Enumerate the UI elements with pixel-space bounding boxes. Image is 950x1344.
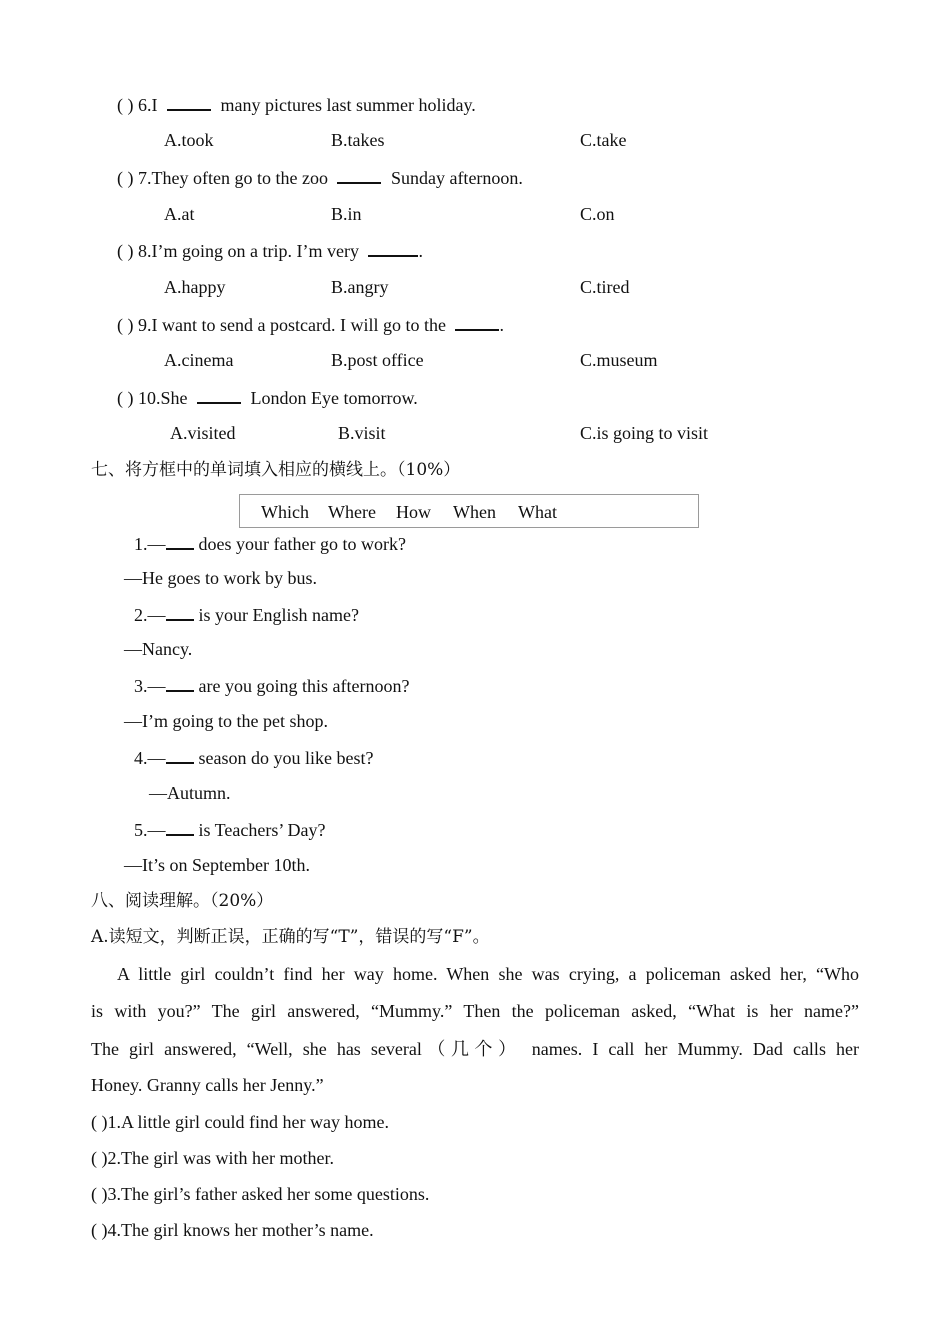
passage-line: Honey. Granny calls her Jenny.”	[91, 1075, 324, 1095]
answer-blank[interactable]	[455, 313, 499, 331]
item-number: 1.—	[134, 534, 166, 554]
option-a[interactable]: A.at	[164, 204, 195, 224]
answer-paren[interactable]: ( )	[117, 241, 134, 261]
question-stem: 8.I’m going on a trip. I’m very	[138, 241, 359, 261]
answer-paren[interactable]: ( )	[117, 388, 134, 408]
question-stem: 6.I	[138, 95, 158, 115]
word-bank-word: Which	[261, 502, 309, 522]
statement-text: 1.A little girl could find her way home.	[107, 1112, 389, 1132]
statement-2	[91, 1147, 334, 1169]
option-b[interactable]: B.angry	[331, 277, 389, 297]
answer-blank[interactable]	[166, 603, 194, 621]
item-number: 2.—	[134, 605, 166, 625]
item-number: 4.—	[134, 748, 166, 768]
option-b[interactable]: B.post office	[331, 350, 424, 370]
answer-blank[interactable]	[167, 93, 211, 111]
statement-4	[91, 1219, 374, 1241]
question-stem: 7.They often go to the zoo	[138, 168, 328, 188]
question-stem: Sunday afternoon.	[390, 168, 523, 188]
option-b[interactable]: B.visit	[338, 423, 386, 443]
passage-line: is with you?” The girl answered, “Mummy.” Then the policeman asked, “What is her name?”	[91, 1001, 859, 1021]
question-stem: .	[418, 241, 423, 261]
section-8-title: 八、阅读理解。（20%）	[91, 891, 274, 911]
answer-paren[interactable]: ( )	[91, 1184, 108, 1204]
question-text: are you going this afternoon?	[198, 676, 410, 696]
passage-line: A little girl couldn’t find her way home. When she was crying, a policeman asked her, “Who	[117, 964, 859, 984]
answer-paren[interactable]: ( )	[91, 1112, 108, 1132]
question-stem: 9.I want to send a postcard. I will go to the	[138, 315, 446, 335]
question-stem: 10.She	[138, 388, 188, 408]
passage-line: The girl answered, “Well, she has several（几个） names. I call her Mummy. Dad calls her	[91, 1039, 859, 1059]
answer-blank[interactable]	[337, 166, 381, 184]
option-a[interactable]: A.took	[164, 130, 214, 150]
option-c[interactable]: C.museum	[580, 350, 658, 370]
option-c[interactable]: C.take	[580, 130, 627, 150]
item-number: 3.—	[134, 676, 166, 696]
answer-paren[interactable]: ( )	[91, 1148, 108, 1168]
question-stem: many pictures last summer holiday.	[220, 95, 476, 115]
option-c[interactable]: C.is going to visit	[580, 423, 709, 443]
option-c[interactable]: C.on	[580, 204, 615, 224]
answer-blank[interactable]	[368, 239, 418, 257]
option-a[interactable]: A.cinema	[164, 350, 234, 370]
answer-paren[interactable]: ( )	[117, 95, 134, 115]
statement-text: 3.The girl’s father asked her some questions.	[107, 1184, 430, 1204]
option-a[interactable]: A.visited	[170, 423, 236, 443]
option-b[interactable]: B.takes	[331, 130, 385, 150]
word-bank-box	[239, 494, 699, 528]
question-text: season do you like best?	[198, 748, 374, 768]
word-bank-word: Where	[328, 502, 376, 522]
answer-blank[interactable]	[197, 386, 241, 404]
question-stem: .	[499, 315, 504, 335]
answer-blank[interactable]	[166, 532, 194, 550]
answer-text: —He goes to work by bus.	[124, 568, 317, 588]
answer-text: —It’s on September 10th.	[124, 855, 310, 875]
part-a-instruction: A.读短文，判断正误，正确的写“T”，错误的写“F”。	[91, 927, 490, 947]
question-text: does your father go to work?	[198, 534, 406, 554]
option-a[interactable]: A.happy	[164, 277, 226, 297]
statement-1	[91, 1111, 389, 1133]
statement-text: 4.The girl knows her mother’s name.	[107, 1220, 374, 1240]
section-7-title: 七、将方框中的单词填入相应的横线上。（10%）	[91, 460, 461, 480]
word-bank-word: When	[453, 502, 496, 522]
answer-paren[interactable]: ( )	[117, 315, 134, 335]
answer-paren[interactable]: ( )	[117, 168, 134, 188]
question-text: is your English name?	[198, 605, 359, 625]
statement-3	[91, 1183, 429, 1205]
answer-blank[interactable]	[166, 818, 194, 836]
answer-text: —Nancy.	[124, 639, 193, 659]
answer-text: —Autumn.	[149, 783, 231, 803]
question-text: is Teachers’ Day?	[198, 820, 326, 840]
option-b[interactable]: B.in	[331, 204, 362, 224]
word-bank-word: How	[396, 502, 431, 522]
statement-text: 2.The girl was with her mother.	[107, 1148, 334, 1168]
answer-paren[interactable]: ( )	[91, 1220, 108, 1240]
answer-blank[interactable]	[166, 674, 194, 692]
item-number: 5.—	[134, 820, 166, 840]
question-stem: London Eye tomorrow.	[250, 388, 418, 408]
word-bank-word: What	[518, 502, 557, 522]
option-c[interactable]: C.tired	[580, 277, 630, 297]
answer-text: —I’m going to the pet shop.	[124, 711, 328, 731]
answer-blank[interactable]	[166, 746, 194, 764]
